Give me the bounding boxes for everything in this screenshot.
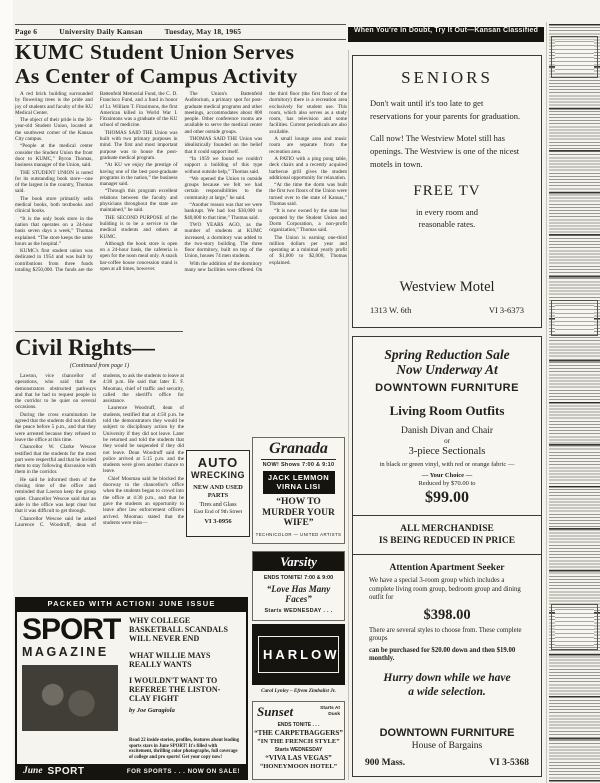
sunset-title-1: “THE CARPETBAGGERS” (254, 729, 343, 737)
terms-line-2: can be purchased for $20.00 down and then $19.00 monthly. (369, 646, 516, 662)
sport-right-column (122, 616, 241, 764)
varsity-banner (253, 552, 344, 571)
auto-wrecking-ad (186, 450, 250, 537)
paragraph: The Union's Battenfeld Auditorium, a primary spot for post-graduate medical programs and other meetings, accommodates about 800 people. Other conference rooms are available to serve the medical center and other outside groups. (184, 91, 263, 135)
auto-phone: VI 3-0956 (204, 518, 232, 525)
granada-stars-box (263, 471, 335, 494)
your-choice-line: — Your Choice — (421, 472, 473, 479)
item-sectionals: 3-piece Sectionals (408, 446, 486, 457)
sport-top-banner: PACKED WITH ACTION! JUNE ISSUE (17, 599, 246, 612)
page-number: Page 6 (15, 27, 38, 36)
newspaper-name: University Daily Kansan (59, 27, 143, 36)
harlow-stars-caption: Carol Lynley – Efrem Zimbalist Jr. (261, 688, 336, 694)
paragraph: “In 1959 we found we couldn't support a building of this type without outside help,” Thomas said. (184, 155, 263, 175)
civil-rights-headline: Civil Rights— (15, 335, 155, 360)
band-line-2: IS BEING REDUCED IN PRICE (378, 536, 516, 546)
granada-movie-title: “HOW TO MURDER YOUR WIFE” (262, 497, 335, 529)
classified-display-ad (551, 36, 598, 78)
sport-article-1: WHY COLLEGE BASKETBALL SCANDALS WILL NEVER END (129, 616, 228, 644)
store-contact-row (363, 758, 531, 768)
column-rule (348, 50, 349, 780)
granada-showtimes: NOW! Shows 7:00 & 9:10 (262, 462, 335, 468)
column-rule (546, 22, 547, 783)
harlow-title: HARLOW (263, 647, 340, 662)
band-line-1: ALL MERCHANDISE (400, 524, 494, 534)
sunset-drivein-ad (252, 701, 345, 780)
boxing-photo (22, 665, 118, 731)
paragraph: THOMAS SAID THE Union was idealistically founded on the belief that it could support itself. (184, 136, 263, 155)
paragraph: A red brick building surrounded by flowering trees is the pride and joy of students and faculty of the KU Medical Center. (15, 91, 93, 116)
paragraph: With the addition of the dormitory many new facilities were offered. On the third floor (the first floor of the dormitory) there is a recreation area exclusively for student use. This room, which also serves as a study room, has television and some facilities. Current periodicals are also available. (184, 91, 347, 274)
section-rule (15, 331, 183, 332)
classified-promo-banner: When You're In Doubt, Try It Out—Kansan Classified (348, 27, 544, 42)
motel-phone: VI 3-6373 (488, 305, 524, 315)
or-word: or (444, 437, 450, 445)
seniors-title: SENIORS (401, 68, 493, 87)
store-phone: VI 3-5368 (489, 758, 529, 768)
sunset-title-3: “VIVA LAS VEGAS” (265, 754, 332, 762)
sport-word: SPORT (47, 765, 85, 777)
sunset-ends-line: ENDS TONITE . . . (277, 722, 320, 728)
sale-headline-2: Now Underway At (396, 362, 498, 377)
varsity-showtimes: ENDS TONITE! 7:00 & 9:00 (263, 575, 334, 581)
classified-display-ad (551, 604, 598, 650)
motel-contact-row (370, 305, 524, 315)
varsity-theater-ad (252, 551, 345, 621)
paragraph: Although the book store is open on a 24-hour basis, the cafeteria is open for the noon meal only. A snack bar-coffee house concession stand is open at all times, however. (99, 240, 178, 273)
page-left-margin (0, 0, 13, 783)
all-merchandise-band (353, 515, 541, 555)
star-name: JACK LEMMON (267, 473, 330, 482)
auto-address: East End of 9th Street (193, 509, 243, 515)
paragraph: THOMAS SAID THE Union was built with two primary purposes in mind. The first and most important purpose was to house the post-graduate medical program. (99, 129, 178, 161)
on-sale-line: FOR SPORTS . . . NOW ON SALE! (126, 767, 240, 775)
paragraph: “At the time the dorm was built the first two floors of the Union were turned over to the state of Kansas,” Thomas said. (269, 182, 347, 208)
seniors-paragraph-3: in every room and reasonable rates. (415, 207, 479, 229)
paragraph: “It is the only book store in the nation that operates on a 24-hour basis seven days a week,” Thomas explained. “The store keeps the same hours as the hospital.” (15, 215, 93, 247)
downtown-furniture-ad (352, 336, 542, 777)
attention-heading: Attention Apartment Seeker (389, 563, 505, 573)
paragraph: The object of their pride is the 36-year-old Student Union, located at the southwest corner of the Kansas City campus. (15, 117, 93, 143)
sport-magazine-ad (15, 597, 248, 780)
price-398: $398.00 (423, 606, 471, 623)
item-danish-divan: Danish Divan and Chair (400, 426, 494, 436)
price-99: $99.00 (425, 489, 469, 506)
westview-motel-name: Westview Motel (399, 279, 495, 295)
store-name-bottom: DOWNTOWN FURNITURE (379, 727, 515, 739)
seniors-paragraph-2: Call now! The Westview Motel still has openings. The Westview is one of the nicest motels in town. (370, 133, 520, 169)
sport-bottom-banner (17, 764, 246, 778)
sunset-logo: Sunset (257, 704, 294, 719)
classified-display-ad (551, 300, 598, 336)
sunset-title-4: “HONEYMOON HOTEL” (259, 763, 338, 770)
paragraph: A PATIO with a ping pong table, deck chairs and a recently acquired barbecue grill gives the student additional opportunity for relaxation. (269, 155, 347, 181)
main-headline (15, 41, 347, 88)
paragraph: “At KU we enjoy the prestige of having one of the best post-graduate programs in the nation,” the business manager said. (99, 162, 178, 188)
auto-word: AUTO (197, 455, 239, 470)
reduced-line: Reduced by $70.00 to (418, 480, 476, 487)
living-room-outfits-title: Living Room Outfits (389, 403, 505, 418)
paragraph: The book store primarily sells medical books, both textbooks and clinical books. (15, 195, 93, 215)
headline-line-1: KUMC Student Union Serves (15, 40, 295, 64)
sunset-title-2: “IN THE FRENCH STYLE” (257, 738, 340, 745)
sport-logo: SPORT (22, 613, 121, 646)
sport-article-2: WHAT WILLIE MAYS REALLY WANTS (129, 650, 211, 669)
paragraph: Chancellor Wescoe said he asked Laurence C. Woodruff, dean of students, to ask the students to leave at 4:30 p.m. He said that later E. F. Moomau, chief of traffic and security, called the sheriff's office for assistance. (15, 373, 184, 528)
west-view-seniors-ad (352, 55, 542, 328)
varsity-logo: Varsity (280, 553, 317, 569)
paragraph: “It is now owned by the state but operated by the Student Union and Dorm Corporation, a non-profit organization,” Thomas said. (269, 208, 347, 234)
starts-at-dusk-line: Starts At Dusk (320, 706, 340, 717)
kumc-article-body (15, 91, 347, 331)
paragraph: Lawton, vice chancellor of operations, who said that the demonstrators obstructed pathways and that he had to request people in the corridor to be quiet on several occasions. (15, 373, 96, 411)
store-name: DOWNTOWN FURNITURE (375, 382, 519, 394)
paragraph: The Union is earning one-third million dollars per year and operating at a minimal yearly profit of $1,000 to $2,000, Thomas explained. (269, 234, 347, 266)
sport-magazine-label: MAGAZINE (22, 645, 109, 659)
paragraph: Chief Moomau said he blocked the doorway to the chancellor's office when the students began to crowd into the office at 4:30 p.m., and that he gave the students an opportunity to leave after law enforcement officers arrived. Moomau stated that the students were miss— (103, 475, 184, 526)
sale-headline-1: Spring Reduction Sale (384, 347, 510, 362)
sunset-starts-line: Starts WEDNESDAY (274, 747, 323, 753)
granada-theater-ad (252, 437, 345, 544)
paragraph: “People at the medical center consider the Student Union the front door to KUMC,” Byron Thomas, business manager of the Union, said. (15, 143, 93, 169)
terms-line-1: There are several styles to choose from. These complete groups (369, 626, 522, 643)
paragraph: “Another reason was that we were bankrupt. We had lost $30,000 to $40,000 to that time,” Thomas said. (184, 202, 263, 221)
paragraph: THE SECOND PURPOSE of the building is to be a service to the medical students and others at KUMC. (99, 214, 178, 240)
sport-left-column (22, 613, 122, 764)
house-of-bargains-line: House of Bargains (411, 741, 483, 751)
headline-line-2: As Center of Campus Activity (15, 63, 298, 88)
granada-studio-line: TECHNICOLOR — UNITED ARTISTS (255, 531, 342, 537)
motel-address: 1313 W. 6th (370, 305, 412, 315)
star-name: VIRNA LISI (276, 481, 321, 491)
paragraph: THE STUDENT UNION is noted for its outstanding book store—one of the largest in the country, Thomas said. (15, 169, 93, 195)
hurry-line: Hurry down while we have a wide selection. (383, 672, 511, 698)
free-tv-line: FREE TV (413, 183, 481, 199)
sunset-header (253, 702, 344, 720)
store-address: 900 Mass. (365, 758, 406, 768)
june-label: June (23, 766, 43, 776)
classifieds-column (549, 24, 600, 783)
seniors-paragraph-1: Don't wait until it's too late to get reservations for your parents for graduation. (370, 98, 521, 121)
paragraph: Chancellor W. Clarke Wescoe testified that the students for the most part were respectful and that he invited them to stay following discussion with them in the corridor. (15, 444, 96, 476)
continued-from-note: (Continued from page 1) (69, 363, 130, 369)
paragraph: TWO YEARS AGO, as the number of students at KUMC increased, a dormitory was added to the two-story building. The three floor dormitory, built on top of the Union, houses 74 men students. (184, 221, 263, 260)
paragraph: He said he informed them of the closing time of the office and reminded that Lawton keep the group quiet. Chancellor Wescoe said that an aide in the office was kept clear but that it was difficult to get through. (15, 476, 96, 515)
tires-line: Tires and Glass (199, 502, 237, 508)
paragraph: “Through this program excellent relations between the faculty and physicians throughout the state are maintained,” he said. (99, 188, 178, 214)
sport-article-3: I WOULDN'T WANT TO REFEREE THE LISTON-CLAY FIGHT (129, 676, 221, 704)
varsity-movie-title: “Love Has Many Faces” (266, 584, 331, 604)
paragraph: A small lounge area and music room are separate from the recreation area. (269, 136, 347, 155)
varsity-starts-line: Starts WEDNESDAY . . . (264, 608, 333, 614)
harlow-ad (252, 624, 345, 685)
paragraph: Laurence Woodruff, dean of students, testified that at 4:50 p.m. he told the demonstrators they would be subject to disciplinary action by the University if they did not leave. Later he returned and told the students that they would be suspended if they did not leave. Dean Woodruff said the police arrived at 5:15 p.m. and the students were given another chance to leave. (103, 405, 184, 475)
paragraph: During the cross examination he agreed that the students did not disturb the peace before 5 p.m., and that they were arrested because they refused to leave the office at this time. (15, 411, 96, 443)
wrecking-word: WRECKING (191, 470, 245, 480)
apartment-description: We have a special 3-room group which includes a complete living room group, bedroom group and dining outfit for (369, 577, 521, 602)
sport-byline: by Joe Garagiola (129, 706, 175, 714)
parts-line: NEW AND USED PARTS (193, 484, 243, 499)
sport-ad-body (17, 612, 246, 764)
issue-date: Tuesday, May 18, 1965 (164, 27, 242, 36)
paragraph: “We opened the Union to outside groups because we felt we had certain responsibilities to the community at large,” he said. (184, 175, 263, 201)
harlow-frame (258, 636, 339, 673)
sport-blurb: Read 22 inside stories, profiles, features about leading sports stars in June SPORT! It's filled with excitement, thrilling color photographs, full coverage of college and pro sports! Get your copy now! (129, 737, 240, 761)
masthead (15, 24, 346, 40)
fabric-description: in black or green vinyl, with red or orange fabric — (379, 461, 515, 468)
granada-logo: Granada (261, 440, 336, 460)
civil-rights-body (15, 373, 184, 592)
paragraph: KUMC's first student union was dedicated in 1954 and was built by contributions from three funds totaling $250,000. The funds are the Battenfeld Memorial Fund, the C. D. Francisco Fund, and a fund in honor of Lt. William T. Fitzsimons, the first American killed in World War I. Fitzsimons was a graduate of the KU school of medicine. (15, 91, 178, 274)
